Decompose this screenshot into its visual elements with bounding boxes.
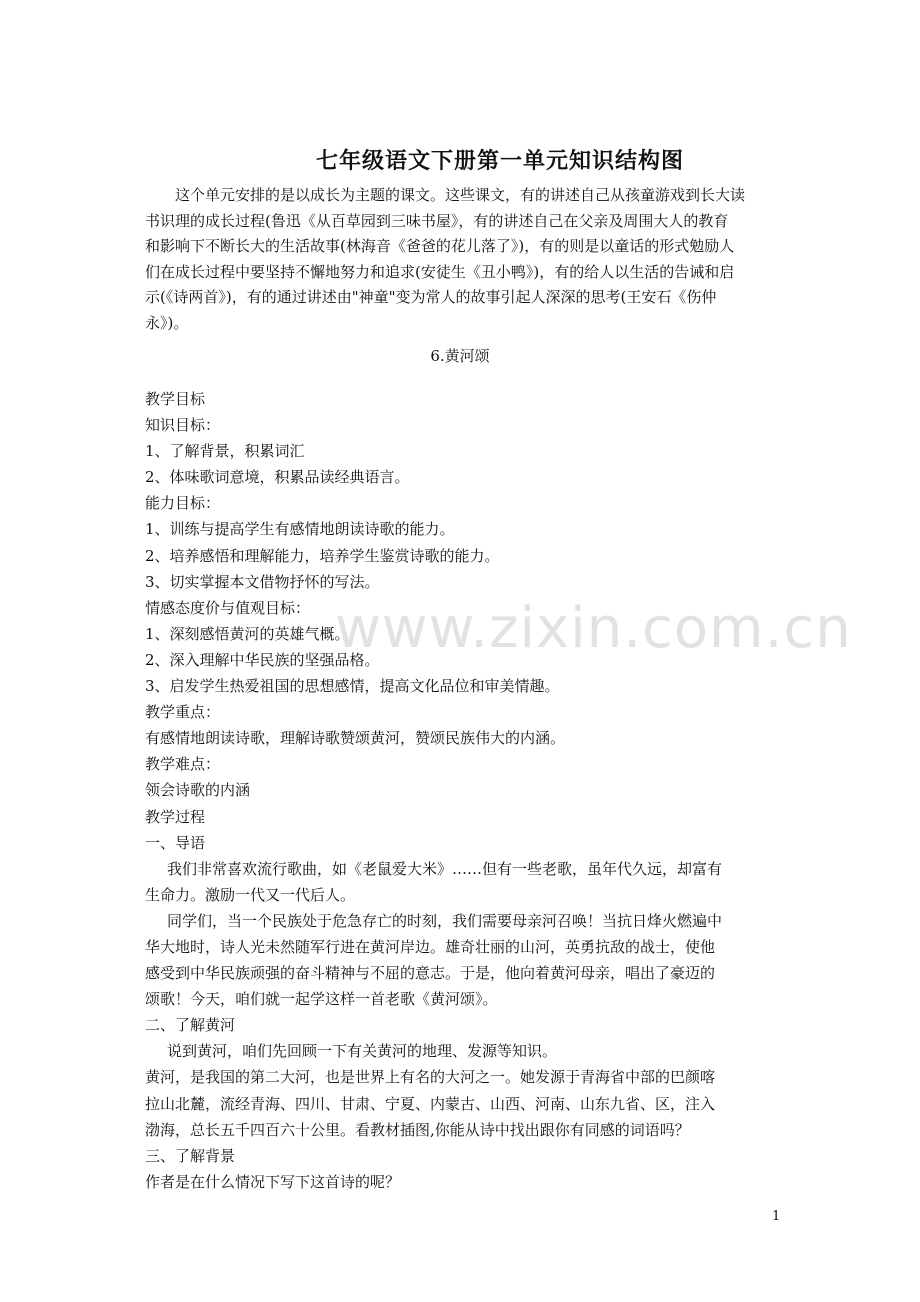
heading-emotion-goals: 情感态度价与值观目标： bbox=[145, 598, 311, 617]
list-item: 1、深刻感悟黄河的英雄气概。 bbox=[145, 624, 350, 643]
heading-teaching-goals: 教学目标 bbox=[145, 390, 206, 408]
heading-knowledge-goals: 知识目标： bbox=[145, 416, 221, 435]
intro-line: 和影响下不断长大的生活故事(林海音《爸爸的花儿落了》)，有的则是以童话的形式勉励人 bbox=[145, 237, 735, 255]
text-line: 有感情地朗读诗歌，理解诗歌赞颂黄河，赞颂民族伟大的内涵。 bbox=[145, 729, 566, 748]
list-item: 2、培养感悟和理解能力，培养学生鉴赏诗歌的能力。 bbox=[145, 546, 500, 565]
text-line: 说到黄河，咱们先回顾一下有关黄河的地理、发源等知识。 bbox=[167, 1042, 558, 1061]
page-number: 1 bbox=[772, 1209, 781, 1224]
heading-key-points: 教学重点： bbox=[145, 703, 221, 722]
intro-line: 永》)。 bbox=[145, 313, 189, 332]
intro-line: 示(《诗两首》)，有的通过讲述由"神童"变为常人的故事引起人深深的思考(王安石《伤仲 bbox=[145, 288, 717, 306]
watermark: www.zixin.com.cn bbox=[335, 596, 852, 661]
heading-difficulties: 教学难点： bbox=[145, 755, 221, 774]
text-line: 颂歌！今天，咱们就一起学这样一首老歌《黄河颂》。 bbox=[145, 990, 498, 1009]
intro-line: 书识理的成长过程(鲁迅《从百草园到三味书屋》，有的讲述自己在父亲及周围大人的教育 bbox=[145, 211, 729, 230]
text-line: 渤海，总长五千四百六十公里。看教材插图,你能从诗中找出跟你有同感的词语吗？ bbox=[145, 1120, 690, 1139]
lesson-title: 6.黄河颂 bbox=[430, 347, 490, 365]
document-title: 七年级语文下册第一单元知识结构图 bbox=[315, 149, 684, 174]
text-line: 我们非常喜欢流行歌曲，如《老鼠爱大米》……但有一些老歌，虽年代久远，却富有 bbox=[167, 859, 723, 878]
text-line: 拉山北麓，流经青海、四川、甘肃、宁夏、内蒙古、山西、河南、山东九省、区，注入 bbox=[145, 1094, 716, 1113]
text-line: 感受到中华民族顽强的奋斗精神与不屈的意志。于是，他向着黄河母亲，唱出了豪迈的 bbox=[145, 964, 716, 983]
text-line: 生命力。激励一代又一代后人。 bbox=[145, 885, 356, 904]
list-item: 2、体味歌词意境，积累品读经典语言。 bbox=[145, 468, 410, 487]
list-item: 3、切实掌握本文借物抒怀的写法。 bbox=[145, 572, 380, 591]
list-item: 1、训练与提高学生有感情地朗读诗歌的能力。 bbox=[145, 520, 455, 539]
text-line: 华大地时，诗人光未然随军行进在黄河岸边。雄奇壮丽的山河，英勇抗敌的战士，使他 bbox=[145, 937, 716, 956]
heading-ability-goals: 能力目标： bbox=[145, 494, 221, 513]
text-line: 同学们，当一个民族处于危急存亡的时刻，我们需要母亲河召唤！当抗日烽火燃遍中 bbox=[167, 911, 723, 930]
list-item: 2、深入理解中华民族的坚强品格。 bbox=[145, 650, 380, 669]
section-heading: 二、了解黄河 bbox=[145, 1016, 236, 1035]
heading-teaching-process: 教学过程 bbox=[145, 807, 206, 826]
intro-line: 们在成长过程中要坚持不懈地努力和追求(安徒生《丑小鸭》)，有的给人以生活的告诫和启 bbox=[145, 262, 735, 281]
list-item: 3、启发学生热爱祖国的思想感情，提高文化品位和审美情趣。 bbox=[145, 677, 560, 696]
list-item: 1、了解背景，积累词汇 bbox=[145, 442, 305, 461]
lesson-body bbox=[145, 386, 775, 1195]
text-line: 领会诗歌的内涵 bbox=[145, 781, 251, 800]
text-line: 作者是在什么情况下写下这首诗的呢？ bbox=[145, 1172, 401, 1191]
text-line: 黄河，是我国的第二大河，也是世界上有名的大河之一。她发源于青海省中部的巴颜喀 bbox=[145, 1068, 716, 1087]
intro-paragraph bbox=[145, 183, 775, 336]
section-heading: 三、了解背景 bbox=[145, 1146, 236, 1165]
section-heading: 一、导语 bbox=[145, 833, 206, 852]
intro-line: 这个单元安排的是以成长为主题的课文。这些课文，有的讲述自己从孩童游戏到长大读 bbox=[145, 186, 746, 204]
